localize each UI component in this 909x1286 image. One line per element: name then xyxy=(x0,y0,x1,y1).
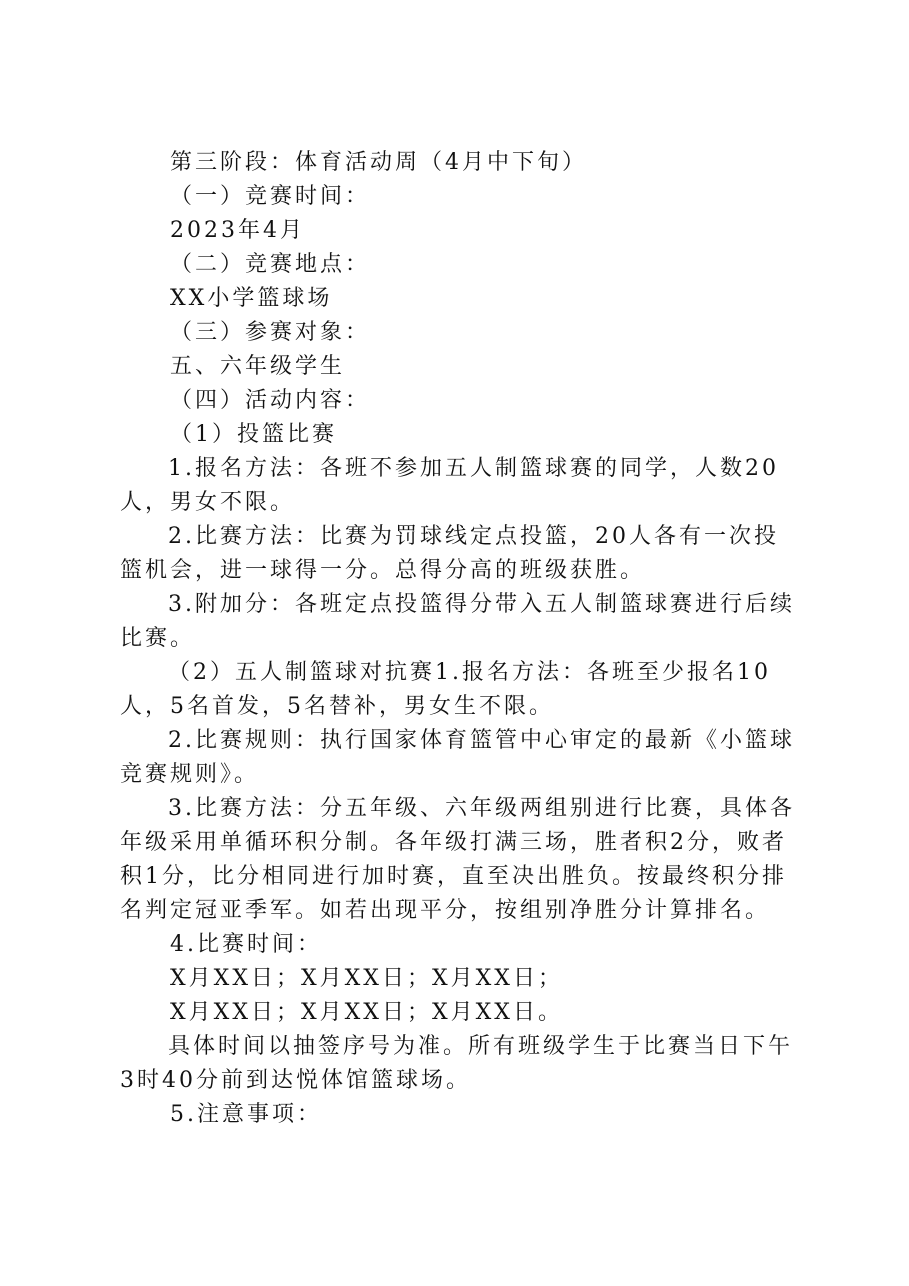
place-heading: （二）竞赛地点： xyxy=(170,252,371,277)
item1-heading: （1）投篮比赛 xyxy=(170,422,337,447)
time-value: 2023年4月 xyxy=(170,218,305,243)
schedule-heading: 4.比赛时间： xyxy=(170,932,322,957)
stage-heading: 第三阶段：体育活动周（4月中下旬） xyxy=(170,150,587,175)
schedule-line-2: X月XX日；X月XX日；X月XX日。 xyxy=(170,1000,563,1025)
document-body xyxy=(120,146,800,1132)
paragraph-bonus-points: 3.附加分：各班定点投篮得分带入五人制篮球赛进行后续比赛。 xyxy=(120,592,795,651)
content-heading: （四）活动内容： xyxy=(170,388,371,413)
paragraph-match-method: 2.比赛方法：比赛为罚球线定点投篮，20人各有一次投篮机会，进一球得一分。总得分高的班级获胜。 xyxy=(120,524,779,583)
place-value: XX小学篮球场 xyxy=(170,286,333,311)
time-heading: （一）竞赛时间： xyxy=(170,184,371,209)
target-value: 五、六年级学生 xyxy=(170,354,346,379)
schedule-line-1: X月XX日；X月XX日；X月XX日； xyxy=(170,966,563,991)
paragraph-team-signup: （2）五人制篮球对抗赛1.报名方法：各班至少报名10人，5名首发，5名替补，男女生不限。 xyxy=(120,660,771,719)
paragraph-signup-method: 1.报名方法：各班不参加五人制篮球赛的同学，人数20人，男女不限。 xyxy=(120,456,779,515)
notes-heading: 5.注意事项： xyxy=(170,1102,322,1127)
paragraph-rules: 2.比赛规则：执行国家体育篮管中心审定的最新《小篮球竞赛规则》。 xyxy=(120,728,795,787)
target-heading: （三）参赛对象： xyxy=(170,320,371,345)
paragraph-format: 3.比赛方法：分五年级、六年级两组别进行比赛，具体各年级采用单循环积分制。各年级打满三场，胜者积2分，败者积1分，比分相同进行加时赛，直至决出胜负。按最终积分排名判定冠亚季军。如若出现平分，按组别净胜分计算排名。 xyxy=(120,796,795,923)
paragraph-arrival: 具体时间以抽签序号为准。所有班级学生于比赛当日下午3时40分前到达悦体馆篮球场。 xyxy=(120,1034,794,1093)
